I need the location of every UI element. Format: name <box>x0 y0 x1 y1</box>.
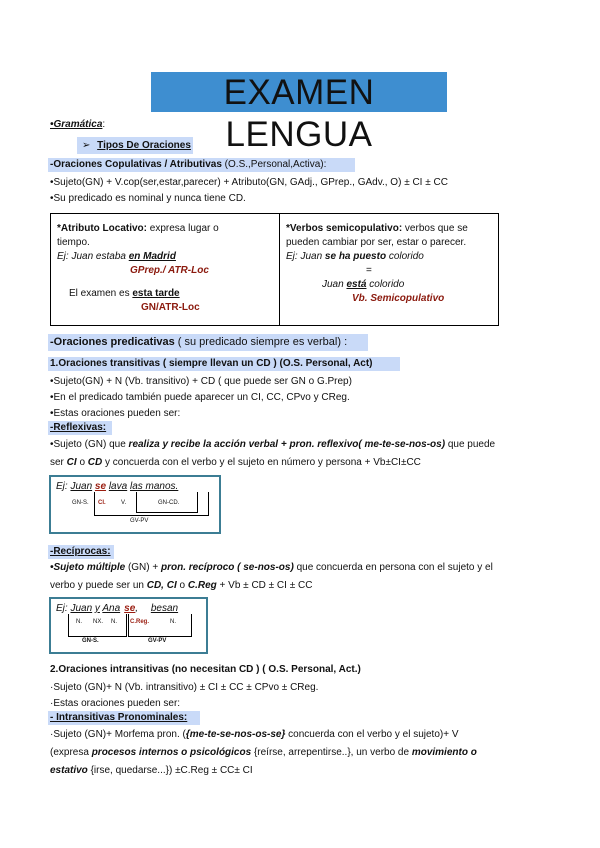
reflexivas-t8: y concuerda con el verbo y el sujeto en número y persona + Vb±CI±CC <box>102 457 421 468</box>
atributo-example: Ej: Juan estaba <box>57 251 129 262</box>
tipos-label: Tipos De Oraciones <box>97 140 191 151</box>
semicop-label: Vb. Semicopulativo <box>352 293 445 304</box>
pronominales-t4: (expresa <box>50 747 92 758</box>
semicop-example-suffix: colorido <box>386 251 424 262</box>
reflexivas-n1: GN-S. <box>72 500 89 506</box>
reciprocas-heading: -Recíprocas: <box>50 546 111 557</box>
copulativas-line1: •Sujeto(GN) + V.cop(ser,estar,parecer) + Atributo(GN, GAdj., GPrep., GAdv., O) ± CI ± CC <box>50 177 448 188</box>
atributo-title-rest: expresa lugar o <box>147 223 219 234</box>
transitivas-line1: •Sujeto(GN) + N (Vb. transitivo) + CD ( que puede ser GN o G.Prep) <box>50 376 352 387</box>
pronominales-text <box>50 726 550 780</box>
semicop-example: Ej: Juan <box>286 251 325 262</box>
atributo-line2: tiempo. <box>57 237 90 248</box>
reciprocas-w1: Juan <box>70 603 93 614</box>
atributo-label1: GPrep./ ATR-Loc <box>130 265 209 276</box>
reciprocas-t4: que concuerda en persona con el sujeto y el <box>293 562 493 573</box>
transitivas-line3: •Estas oraciones pueden ser: <box>50 408 181 419</box>
reciprocas-ex: Ej: <box>56 603 71 614</box>
semicop-example2: Juan <box>322 279 347 290</box>
reciprocas-t5: verbo y puede ser un <box>50 580 147 591</box>
atributo-title: *Atributo Locativo: <box>57 223 147 234</box>
reflexivas-w3: lava <box>108 481 128 492</box>
reflexivas-n2: CI. <box>98 500 106 506</box>
atributo-example2: El examen es <box>69 288 133 299</box>
reciprocas-w2: y <box>94 603 100 614</box>
reciprocas-t6: CD, CI <box>146 580 177 591</box>
reciprocas-gv-bracket <box>128 614 192 637</box>
semicop-title-rest: verbos que se <box>402 223 468 234</box>
info-table <box>50 213 499 326</box>
pronominales-t1: ·Sujeto (GN)+ Morfema pron. ( <box>50 729 186 740</box>
reciprocas-example: Ej: Juan y Ana se, besan <box>56 603 179 614</box>
reflexivas-w1: Juan <box>70 481 93 492</box>
reciprocas-t8: C.Reg <box>187 580 217 591</box>
page-title: EXAMEN LENGUA <box>151 72 447 112</box>
reciprocas-t1: •Sujeto múltiple <box>50 562 126 573</box>
reflexivas-example <box>56 481 178 492</box>
reciprocas-t9: + Vb ± CD ± CI ± CC <box>216 580 313 591</box>
reflexivas-t6: o <box>76 457 88 468</box>
copulativas-title: -Oraciones Copulativas / Atributivas <box>50 159 222 170</box>
pronominales-t8: movimiento o <box>411 747 477 758</box>
copulativas-heading <box>50 158 326 172</box>
pronominales-t2: {me-te-se-nos-os-se} <box>185 729 286 740</box>
atributo-locativo-cell <box>51 214 280 326</box>
reciprocas-n1: N. <box>76 619 82 625</box>
reciprocas-w4: se <box>124 603 136 614</box>
pronominales-t7: , un verbo de <box>350 747 412 758</box>
reciprocas-w5: besan <box>150 603 179 614</box>
atributo-example2-bold: esta tarde <box>132 288 180 299</box>
intransitivas-line1: ·Sujeto (GN)+ N (Vb. intransitivo) ± CI ± CC ± CPvo ± CReg. <box>50 682 319 693</box>
predicativas-title: -Oraciones predicativas <box>50 336 175 348</box>
arrow-icon: ➢ <box>82 140 91 151</box>
tipos-heading <box>82 139 191 153</box>
reflexivas-n4: GN-CD. <box>158 500 180 506</box>
semicop-title: *Verbos semicopulativo: <box>286 223 403 234</box>
pronominales-heading: - Intransitivas Pronominales: <box>50 712 188 723</box>
reflexivas-w4: las manos. <box>129 481 179 492</box>
reciprocas-n7: GV-PV <box>148 638 167 644</box>
atributo-example-bold: en Madrid <box>128 251 176 262</box>
reflexivas-n5: GV-PV <box>130 518 149 524</box>
pronominales-t9: estativo <box>50 765 88 776</box>
pronominales-t5: procesos internos o psicológicos <box>91 747 252 758</box>
reflexivas-t1: •Sujeto (GN) que <box>50 439 129 450</box>
reflexivas-t2: realiza y recibe la acción verbal + pron. reflexivo( me-te-se-nos-os) <box>128 439 446 450</box>
semicop-example2-suffix: colorido <box>366 279 405 290</box>
predicativas-extra: ( su predicado siempre es verbal) : <box>174 336 348 348</box>
reciprocas-gn-bracket <box>68 614 127 637</box>
pronominales-t3: concuerda con el verbo y el sujeto)+ V <box>285 729 459 740</box>
pronominales-t6: {reírse, arrepentirse..} <box>251 747 351 758</box>
gramatica-colon: : <box>102 119 106 130</box>
gramatica-label: •Gramática <box>50 119 103 130</box>
pronominales-t10: {irse, quedarse...}) ±C.Reg ± CC± CI <box>87 765 253 776</box>
reciprocas-w3: Ana <box>102 603 121 614</box>
reflexivas-n3: V. <box>121 500 127 506</box>
reflexivas-heading: -Reflexivas: <box>50 422 107 433</box>
transitivas-heading: 1.Oraciones transitivas ( siempre llevan un CD ) (O.S. Personal, Act) <box>50 358 373 369</box>
reflexivas-w2: se <box>94 481 107 492</box>
reflexivas-ex: Ej: <box>56 481 71 492</box>
reciprocas-n6: GN-S. <box>82 638 99 644</box>
section-gramatica <box>50 118 105 132</box>
reciprocas-n2: NX. <box>93 619 104 625</box>
verbos-semicopulativo-cell <box>280 214 499 326</box>
reflexivas-text <box>50 436 550 472</box>
reciprocas-t3: pron. recíproco ( se-nos-os) <box>161 562 294 573</box>
semicop-equals: = <box>366 265 372 276</box>
reciprocas-n5: N. <box>170 619 176 625</box>
reciprocas-t2: (GN) + <box>125 562 162 573</box>
semicop-line2: pueden cambiar por ser, estar o parecer. <box>286 237 467 248</box>
intransitivas-heading: 2.Oraciones intransitivas (no necesitan CD ) ( O.S. Personal, Act.) <box>50 664 361 675</box>
semicop-example2-bold: está <box>346 279 367 290</box>
reciprocas-n4: C.Reg. <box>130 619 150 625</box>
intransitivas-line2: ·Estas oraciones pueden ser: <box>50 698 181 709</box>
transitivas-line2: •En el predicado también puede aparecer un CI, CC, CPvo y CReg. <box>50 392 350 403</box>
reflexivas-t5: CI <box>66 457 77 468</box>
reciprocas-t7: o <box>176 580 188 591</box>
semicop-example-bold: se ha puesto <box>324 251 387 262</box>
reciprocas-n3: N. <box>111 619 117 625</box>
copulativas-extra: (O.S.,Personal,Activa): <box>221 159 327 170</box>
atributo-label2: GN/ATR-Loc <box>141 302 200 313</box>
predicativas-heading <box>50 335 347 349</box>
reflexivas-t3: que puede <box>445 439 496 450</box>
reflexivas-t7: CD <box>87 457 103 468</box>
reciprocas-text <box>50 559 550 595</box>
reflexivas-t4: ser <box>50 457 67 468</box>
copulativas-line2: •Su predicado es nominal y nunca tiene CD. <box>50 193 246 204</box>
